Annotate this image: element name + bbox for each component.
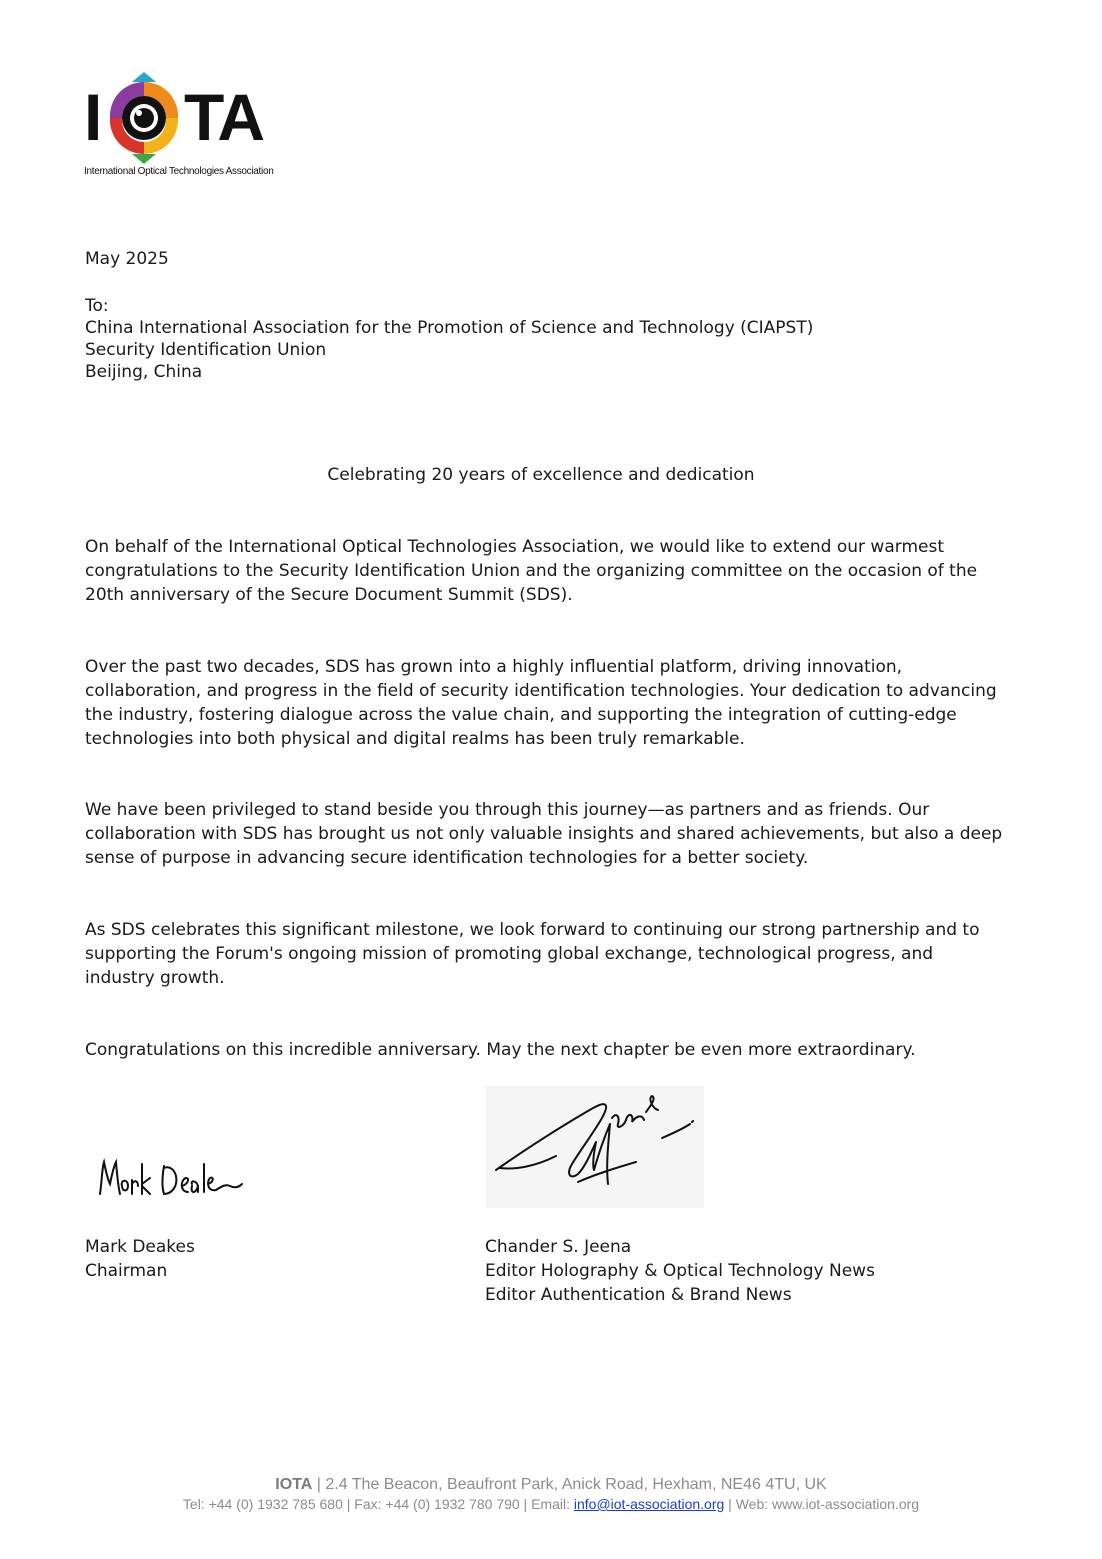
signatory-name: Mark Deakes [85,1237,195,1257]
recipient-line: Beijing, China [85,362,203,382]
signature-mark-deakes [92,1150,252,1210]
footer-email-link[interactable]: info@iot-association.org [573,1496,725,1512]
iota-logo: I TA International Optical Technologies Association [84,70,274,180]
body-paragraph: We have been privileged to stand beside you through this journey—as partners and as friends. Our collaboration with SDS has brought us not only valuable insights and shared achievements, but also a deep sense of purpose in advancing secure identification technologies for a better society. [85,800,1003,868]
to-label: To: [85,296,109,316]
signatory-title: Editor Holography & Optical Technology News [485,1261,875,1281]
footer-org: IOTA [275,1476,313,1493]
recipient-line: Security Identification Union [85,340,327,360]
logo-subtitle: International Optical Technologies Association [84,166,274,177]
body-paragraph: Congratulations on this incredible anniversary. May the next chapter be even more extraordinary. [85,1040,916,1060]
footer-address-line [0,1476,1102,1494]
body-paragraph: Over the past two decades, SDS has grown into a highly influential platform, driving innovation, collaboration, and progress in the field of security identification technologies. Your dedication to advancing the industry, fostering dialogue across the value chain, and supporting the integration of cutting-edge technologies into both physical and digital realms has been truly remarkable. [85,657,997,749]
letter-date: May 2025 [85,249,169,269]
signatory-name: Chander S. Jeena [485,1237,632,1257]
recipient-line: China International Association for the Promotion of Science and Technology (CIAPST) [85,318,814,338]
signatory-title: Editor Authentication & Brand News [485,1285,792,1305]
eye-logo-icon [104,70,184,166]
signatory-title: Chairman [85,1261,168,1281]
body-paragraph: As SDS celebrates this significant milestone, we look forward to continuing our strong partnership and to supporting the Forum's ongoing mission of promoting global exchange, technological progress, and industry growth. [85,920,980,988]
signatory-left [85,1235,195,1283]
body-paragraph: On behalf of the International Optical Technologies Association, we would like to extend our warmest congratulations to the Security Identification Union and the organizing committee on the occasion of the 20th anniversary of the Secure Document Summit (SDS). [85,537,978,605]
signatory-right [485,1235,875,1307]
footer-contact-line [0,1496,1102,1512]
footer-address: | 2.4 The Beacon, Beaufront Park, Anick Road, Hexham, NE46 4TU, UK [316,1476,827,1493]
footer-contact-suffix: | Web: www.iot-association.org [724,1496,920,1512]
recipient-block [85,295,813,383]
footer-contact-prefix: Tel: +44 (0) 1932 785 680 | Fax: +44 (0) 1932 780 790 | Email: [182,1496,574,1512]
letter-heading: Celebrating 20 years of excellence and dedication [327,465,755,485]
signature-chander-jeena [486,1086,704,1208]
